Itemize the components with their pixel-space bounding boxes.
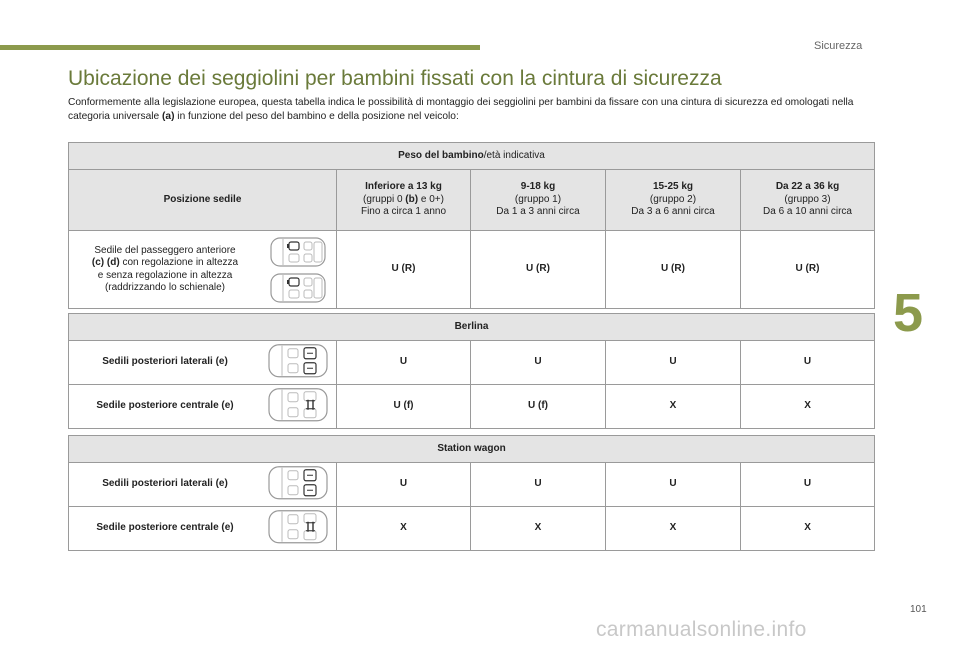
column-group-a: (gruppi 0 bbox=[363, 193, 406, 205]
front-seat-line-3: e senza regolazione in altezza bbox=[97, 269, 233, 281]
berlina-value-cell: U bbox=[606, 341, 741, 385]
station-value-cell: X bbox=[471, 507, 606, 551]
front-seat-line-2-bold: (c) (d) bbox=[91, 257, 120, 268]
column-age: Fino a circa 1 anno bbox=[360, 206, 447, 218]
car-top-view-icon bbox=[269, 236, 327, 268]
station-value-cell: U bbox=[606, 463, 741, 507]
intro-text-2: in funzione del peso del bambino e della posizione nel veicolo: bbox=[174, 111, 459, 122]
row-label: Sedile posteriore centrale (e) bbox=[96, 522, 234, 534]
column-group: (gruppo 3) bbox=[784, 193, 831, 205]
intro-paragraph bbox=[68, 96, 868, 124]
column-header bbox=[471, 170, 606, 231]
berlina-title: Berlina bbox=[69, 314, 875, 341]
front-seat-icons bbox=[269, 236, 327, 304]
row-label: Sedili posteriori laterali (e) bbox=[102, 478, 228, 490]
berlina-value-cell: U bbox=[471, 341, 606, 385]
header-accent-bar bbox=[0, 45, 480, 50]
column-header bbox=[606, 170, 741, 231]
rear-center-seat-cell bbox=[69, 507, 337, 551]
column-group: (gruppo 1) bbox=[514, 193, 562, 205]
front-seat-line-4: (raddrizzando lo schienale) bbox=[104, 282, 226, 293]
station-value-cell: U bbox=[471, 463, 606, 507]
column-age: Da 3 a 6 anni circa bbox=[631, 206, 715, 218]
column-group-c: e 0+) bbox=[418, 193, 444, 205]
front-seat-table bbox=[68, 142, 875, 309]
column-title: Inferiore a 13 kg bbox=[365, 181, 442, 193]
station-value-cell: X bbox=[741, 507, 875, 551]
berlina-value-cell: U bbox=[337, 341, 471, 385]
front-passenger-seat-cell bbox=[69, 231, 337, 309]
column-header bbox=[337, 170, 471, 231]
intro-text-bold: (a) bbox=[162, 111, 175, 122]
front-seat-line-1: Sedile del passeggero anteriore bbox=[94, 244, 236, 256]
berlina-value-cell: U bbox=[741, 341, 875, 385]
front-seat-line-2: con regolazione in altezza bbox=[119, 257, 239, 268]
rear-lateral-seat-cell bbox=[69, 463, 337, 507]
watermark: carmanualsonline.info bbox=[596, 618, 807, 641]
front-value-cell: U (R) bbox=[741, 231, 875, 309]
car-rear-center-icon bbox=[267, 508, 329, 544]
position-header: Posizione sedile bbox=[69, 170, 337, 231]
station-wagon-title: Station wagon bbox=[69, 436, 875, 463]
column-header bbox=[741, 170, 875, 231]
front-value-cell: U (R) bbox=[606, 231, 741, 309]
column-age: Da 6 a 10 anni circa bbox=[763, 206, 852, 218]
station-value-cell: U bbox=[337, 463, 471, 507]
car-top-view-icon bbox=[269, 272, 327, 304]
rear-center-seat-cell bbox=[69, 385, 337, 429]
chapter-number: 5 bbox=[893, 283, 924, 343]
weight-header bbox=[69, 143, 875, 170]
column-group: (gruppo 2) bbox=[649, 193, 697, 205]
car-rear-lateral-icon bbox=[267, 342, 329, 378]
row-label: Sedile posteriore centrale (e) bbox=[96, 400, 234, 412]
column-title: 15-25 kg bbox=[652, 181, 694, 193]
column-group-b: (b) bbox=[405, 193, 419, 205]
station-value-cell: X bbox=[606, 507, 741, 551]
berlina-value-cell: U (f) bbox=[337, 385, 471, 429]
station-value-cell: X bbox=[337, 507, 471, 551]
column-age: Da 1 a 3 anni circa bbox=[496, 206, 580, 218]
weight-header-rest: /età indicativa bbox=[483, 149, 545, 161]
station-value-cell: U bbox=[741, 463, 875, 507]
intro-text-1: Conformemente alla legislazione europea, questa tabella indica le possibilità di montaggio dei seggiolini per bambini da fissare con una cintura di sicurezza ed omologati nella categoria universale bbox=[68, 97, 854, 122]
car-rear-lateral-icon bbox=[267, 464, 329, 500]
weight-header-bold: Peso del bambino bbox=[398, 149, 484, 161]
berlina-value-cell: X bbox=[606, 385, 741, 429]
row-label: Sedili posteriori laterali (e) bbox=[102, 356, 228, 368]
front-value-cell: U (R) bbox=[471, 231, 606, 309]
berlina-table bbox=[68, 313, 875, 429]
rear-lateral-seat-cell bbox=[69, 341, 337, 385]
column-title: 9-18 kg bbox=[520, 181, 556, 193]
car-rear-center-icon bbox=[267, 386, 329, 422]
station-wagon-table bbox=[68, 435, 875, 551]
page-number: 101 bbox=[910, 604, 927, 615]
page-title: Ubicazione dei seggiolini per bambini fissati con la cintura di sicurezza bbox=[68, 67, 722, 90]
berlina-value-cell: U (f) bbox=[471, 385, 606, 429]
column-title: Da 22 a 36 kg bbox=[775, 181, 840, 193]
front-value-cell: U (R) bbox=[337, 231, 471, 309]
section-name: Sicurezza bbox=[814, 40, 863, 52]
berlina-value-cell: X bbox=[741, 385, 875, 429]
